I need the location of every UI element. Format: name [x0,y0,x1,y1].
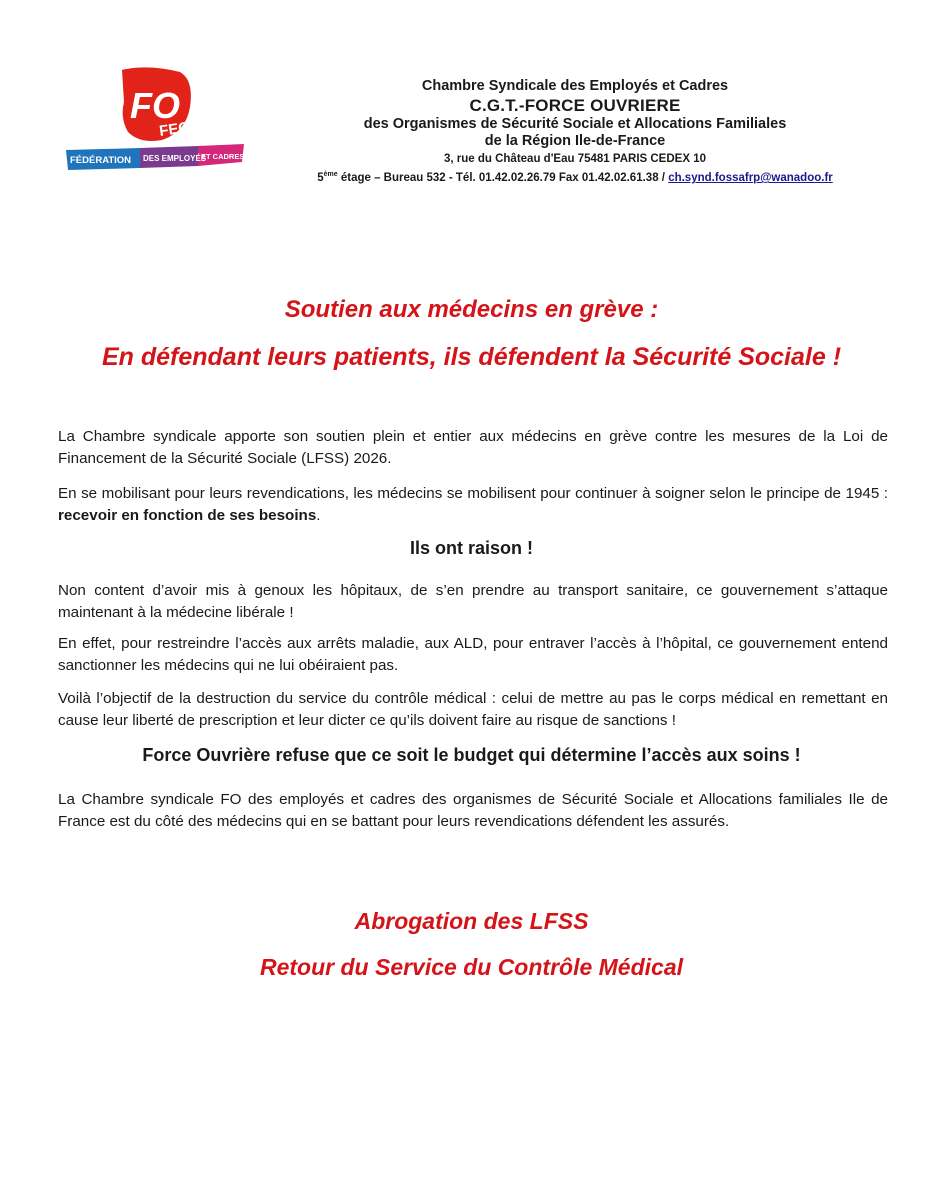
letterhead-line-1: Chambre Syndicale des Employés et Cadres [421,78,729,94]
title-line-1: Soutien aux médecins en grève : [284,296,659,323]
logo-band-text-1: FÉDÉRATION [70,155,132,166]
email-link[interactable]: ch.synd.fossafrp@wanadoo.fr [668,171,833,184]
letterhead-line-4: de la Région Ile-de-France [484,133,666,149]
contact-floor-suffix: ème [323,171,338,178]
paragraph-1: La Chambre syndicale apporte son soutien plein et entier aux médecins en grève contre les mesures de la Loi de Financement de la Sécurité Sociale (LFSS) 2026. [58,428,888,467]
letterhead [255,78,895,186]
paragraph-2 [58,483,888,527]
letterhead-org-name: C.G.T.-FORCE OUVRIERE [469,96,681,115]
letterhead-address: 3, rue du Château d'Eau 75481 PARIS CEDEX 10 [443,153,706,165]
logo-fec-text: FEC [158,118,191,140]
logo-band-text-3: ET CADRES [201,152,245,161]
fo-fec-logo [62,62,247,182]
logo-fo-text: FO [130,85,180,126]
closing-line-2: Retour du Service du Contrôle Médical [259,954,684,980]
heading-force-ouvriere: Force Ouvrière refuse que ce soit le budget qui détermine l’accès aux soins ! [142,745,801,765]
paragraph-2-bold: recevoir en fonction de ses besoins [58,507,317,524]
paragraph-2-end: . [316,507,321,524]
contact-floor-number: 5 [317,171,324,184]
closing-line-1: Abrogation des LFSS [354,908,589,934]
letterhead-contact [255,167,895,186]
logo-band-text-2: DES EMPLOYÉS [143,154,207,163]
paragraph-6: La Chambre syndicale FO des employés et cadres des organismes de Sécurité Sociale et Allocations familiales Ile de France est du côté des médecins qui en se battant pour leurs revendications défendent les assurés. [58,791,888,830]
contact-details: étage – Bureau 532 - Tél. 01.42.02.26.79 Fax 01.42.02.61.38 / [337,171,669,184]
paragraph-2-text: En se mobilisant pour leurs revendications, les médecins se mobilisent pour continuer à soigner selon le principe de 1945 : [58,485,888,502]
paragraph-3: Non content d’avoir mis à genoux les hôpitaux, de s’en prendre au transport sanitaire, ce gouvernement s’attaque maintenant à la médecine libérale ! [58,582,888,621]
letterhead-line-3: des Organismes de Sécurité Sociale et Allocations Familiales [363,116,787,132]
title-line-2: En défendant leurs patients, ils défendent la Sécurité Sociale ! [101,343,842,371]
heading-ils-ont-raison: Ils ont raison ! [409,538,533,558]
logo-fo-mark [122,67,191,141]
logo-federation-band [66,144,244,170]
paragraph-5: Voilà l’objectif de la destruction du service du contrôle médical : celui de mettre au pas le corps médical en remettant en cause leur liberté de prescription et leur dicter ce qu’ils doivent faire au risque de sanctions ! [58,690,888,729]
paragraph-4: En effet, pour restreindre l’accès aux arrêts maladie, aux ALD, pour entraver l’accès à l’hôpital, ce gouvernement entend sanctionner les médecins qui ne lui obéiraient pas. [58,635,888,674]
